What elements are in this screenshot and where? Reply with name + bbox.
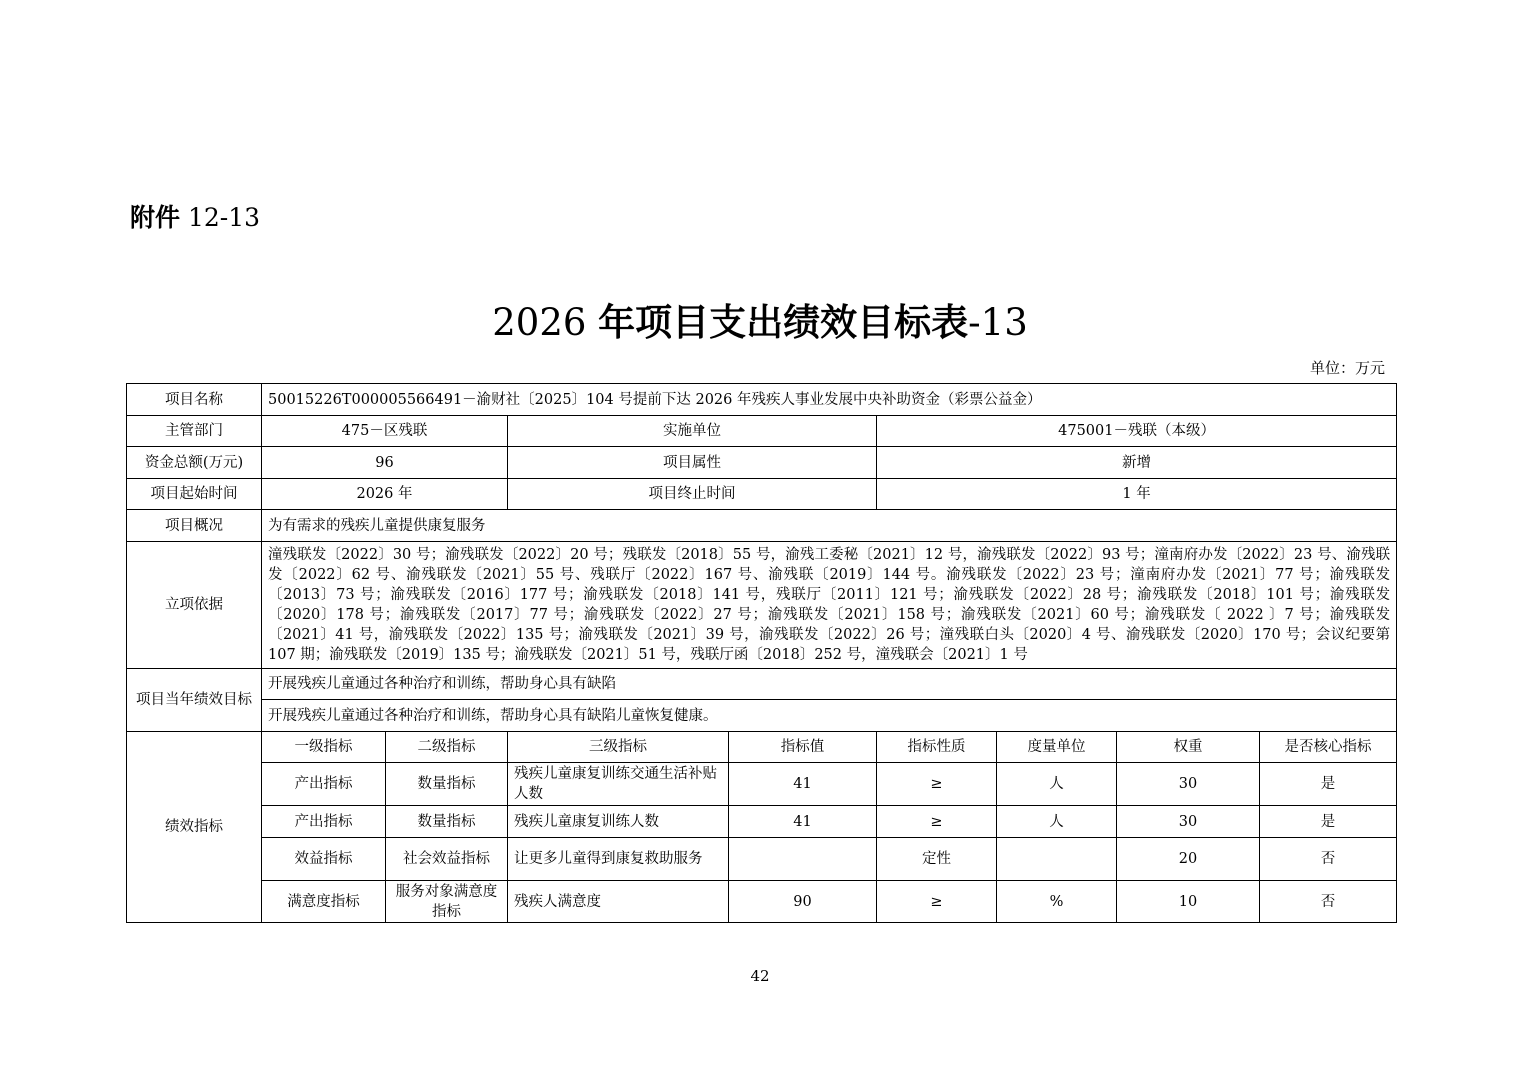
header-core: 是否核心指标 xyxy=(1260,732,1397,763)
basis-value: 潼残联发〔2022〕30 号；渝残联发〔2022〕20 号；残联发〔2018〕55 号，渝残工委秘〔2021〕12 号，渝残联发〔2022〕93 号；潼南府办发〔2022〕23 号、渝残联发〔2022〕62 号、渝残联发〔2021〕55 号、残联厅〔2022〕167 号、渝残联〔2019〕144 号。渝残联发〔2022〕23 号；潼南府办发〔2021〕77 号；渝残联发〔2013〕73 号；渝残联发〔2016〕177 号；渝残联发〔2018〕141 号，残联厅〔2011〕121 号；渝残联发〔2022〕28 号；渝残联发〔2018〕101 号；渝残联发〔2020〕178 号；渝残联发〔2017〕77 号；渝残联发〔2022〕27 号；渝残联发〔2021〕158 号；渝残联发〔2021〕60 号；渝残联发〔 2022 〕7 号；渝残联发〔2021〕41 号，渝残联发〔2022〕135 号；渝残联发〔2021〕39 号，渝残联发〔2022〕26 号；潼残联白头〔2020〕4 号、渝残联发〔2020〕170 号；会议纪要第 107 期；渝残联发〔2019〕135 号；渝残联发〔2021〕51 号，残联厅函〔2018〕252 号，潼残联会〔2021〕1 号 xyxy=(262,542,1397,669)
project-name-label: 项目名称 xyxy=(127,384,262,416)
cell-unit: 人 xyxy=(997,806,1117,838)
cell-nature: ≥ xyxy=(877,806,997,838)
cell-unit: 人 xyxy=(997,763,1117,806)
header-weight: 权重 xyxy=(1117,732,1260,763)
page-title: 2026 年项目支出绩效目标表-13 xyxy=(492,301,1028,344)
row-time xyxy=(127,479,1397,510)
row-goal-2 xyxy=(127,700,1397,732)
row-department xyxy=(127,416,1397,447)
cell-level2: 社会效益指标 xyxy=(386,838,508,881)
cell-level1: 产出指标 xyxy=(262,763,386,806)
cell-value xyxy=(729,838,877,881)
fund-label: 资金总额(万元) xyxy=(127,447,262,479)
attachment-label: 附件 12-13 xyxy=(130,203,261,232)
cell-core: 是 xyxy=(1260,806,1397,838)
row-fund xyxy=(127,447,1397,479)
performance-target-table xyxy=(126,383,1397,923)
overview-label: 项目概况 xyxy=(127,510,262,542)
goal-label: 项目当年绩效目标 xyxy=(127,669,262,732)
start-value: 2026 年 xyxy=(262,479,508,510)
cell-unit: % xyxy=(997,881,1117,923)
header-level3: 三级指标 xyxy=(508,732,729,763)
indicator-header-row xyxy=(127,732,1397,763)
cell-level2: 数量指标 xyxy=(386,806,508,838)
goal-line-2: 开展残疾儿童通过各种治疗和训练，帮助身心具有缺陷儿童恢复健康。 xyxy=(262,700,1397,732)
overview-value: 为有需求的残疾儿童提供康复服务 xyxy=(262,510,1397,542)
cell-weight: 20 xyxy=(1117,838,1260,881)
indicator-row xyxy=(127,806,1397,838)
cell-level1: 满意度指标 xyxy=(262,881,386,923)
cell-value: 90 xyxy=(729,881,877,923)
header-value: 指标值 xyxy=(729,732,877,763)
indicators-label: 绩效指标 xyxy=(127,732,262,923)
end-value: 1 年 xyxy=(877,479,1397,510)
header-level1: 一级指标 xyxy=(262,732,386,763)
project-name-value: 50015226T000005566491－渝财社〔2025〕104 号提前下达 2026 年残疾人事业发展中央补助资金（彩票公益金） xyxy=(262,384,1397,416)
cell-level1: 效益指标 xyxy=(262,838,386,881)
cell-weight: 30 xyxy=(1117,763,1260,806)
cell-level3: 残疾儿童康复训练交通生活补贴人数 xyxy=(508,763,729,806)
dept-label: 主管部门 xyxy=(127,416,262,447)
header-unit: 度量单位 xyxy=(997,732,1117,763)
impl-label: 实施单位 xyxy=(508,416,877,447)
cell-unit xyxy=(997,838,1117,881)
attr-value: 新增 xyxy=(877,447,1397,479)
indicator-row xyxy=(127,763,1397,806)
cell-level2: 服务对象满意度指标 xyxy=(386,881,508,923)
row-goal-1 xyxy=(127,669,1397,700)
fund-value: 96 xyxy=(262,447,508,479)
cell-weight: 10 xyxy=(1117,881,1260,923)
header-level2: 二级指标 xyxy=(386,732,508,763)
cell-level1: 产出指标 xyxy=(262,806,386,838)
page-number: 42 xyxy=(750,967,770,985)
cell-nature: ≥ xyxy=(877,763,997,806)
unit-note: 单位：万元 xyxy=(1309,359,1385,377)
end-label: 项目终止时间 xyxy=(508,479,877,510)
cell-nature: 定性 xyxy=(877,838,997,881)
basis-label: 立项依据 xyxy=(127,542,262,669)
indicator-row xyxy=(127,881,1397,923)
cell-core: 否 xyxy=(1260,838,1397,881)
cell-level3: 残疾儿童康复训练人数 xyxy=(508,806,729,838)
cell-level2: 数量指标 xyxy=(386,763,508,806)
cell-core: 否 xyxy=(1260,881,1397,923)
row-basis xyxy=(127,542,1397,669)
dept-value: 475－区残联 xyxy=(262,416,508,447)
row-project-name xyxy=(127,384,1397,416)
cell-nature: ≥ xyxy=(877,881,997,923)
cell-level3: 让更多儿童得到康复救助服务 xyxy=(508,838,729,881)
indicator-row xyxy=(127,838,1397,881)
goal-line-1: 开展残疾儿童通过各种治疗和训练，帮助身心具有缺陷 xyxy=(262,669,1397,700)
row-overview xyxy=(127,510,1397,542)
cell-level3: 残疾人满意度 xyxy=(508,881,729,923)
cell-value: 41 xyxy=(729,763,877,806)
cell-core: 是 xyxy=(1260,763,1397,806)
start-label: 项目起始时间 xyxy=(127,479,262,510)
header-nature: 指标性质 xyxy=(877,732,997,763)
cell-value: 41 xyxy=(729,806,877,838)
impl-value: 475001－残联（本级） xyxy=(877,416,1397,447)
attr-label: 项目属性 xyxy=(508,447,877,479)
cell-weight: 30 xyxy=(1117,806,1260,838)
